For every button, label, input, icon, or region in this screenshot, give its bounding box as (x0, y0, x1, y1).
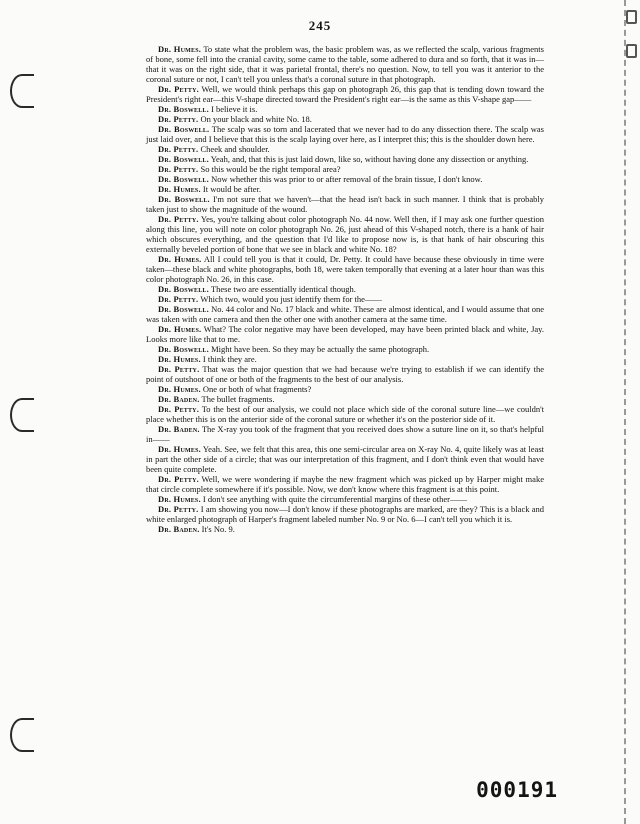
paragraph-text: Cheek and shoulder. (200, 144, 270, 154)
paragraph-text: It's No. 9. (201, 524, 235, 534)
transcript-paragraph (146, 444, 544, 474)
document-id-stamp: 000191 (476, 778, 558, 802)
speaker-name: Dr. Humes. (158, 444, 201, 454)
transcript-paragraph (146, 304, 544, 324)
paragraph-text: I believe it is. (211, 104, 258, 114)
speaker-name: Dr. Boswell. (158, 124, 210, 134)
transcript-body (146, 44, 544, 534)
paragraph-text: To the best of our analysis, we could not place which side of the coronal suture line—we couldn't place whether this is on the anterior side of the coronal suture or whether it's on the posterior side of it. (146, 404, 544, 424)
transcript-paragraph (146, 194, 544, 214)
speaker-name: Dr. Petty. (158, 144, 199, 154)
paragraph-text: Might have been. So they may be actually the same photograph. (211, 344, 430, 354)
perforated-edge (624, 0, 640, 824)
speaker-name: Dr. Boswell. (158, 154, 209, 164)
transcript-paragraph (146, 424, 544, 444)
paragraph-text: No. 44 color and No. 17 black and white. These are almost identical, and I would assume that one was taken with one camera and then the other one with another camera at the same time. (146, 304, 545, 324)
paragraph-text: Well, we were wondering if maybe the new fragment which was picked up by Harper might make that circle complete somewhere if it's possible. Now, we don't know where this fragment is at this point. (146, 474, 544, 494)
speaker-name: Dr. Baden. (158, 524, 200, 534)
paragraph-text: Yeah. See, we felt that this area, this one semi-circular area on X-ray No. 4, quite likely was at least in part the other side of a circle; that was our interpretation of this fragment, and I don't think even that would have been quite complete. (146, 444, 545, 474)
speaker-name: Dr. Petty. (158, 504, 199, 514)
transcript-paragraph (146, 394, 544, 404)
paragraph-text: Yeah, and, that this is just laid down, like so, without having done any dissection or anything. (210, 154, 529, 164)
speaker-name: Dr. Humes. (158, 254, 202, 264)
transcript-paragraph (146, 214, 544, 254)
transcript-paragraph (146, 324, 544, 344)
transcript-paragraph (146, 494, 544, 504)
transcript-paragraph (146, 114, 544, 124)
speaker-name: Dr. Petty. (158, 214, 199, 224)
paragraph-text: It would be after. (202, 184, 261, 194)
speaker-name: Dr. Baden. (158, 424, 200, 434)
speaker-name: Dr. Humes. (158, 494, 201, 504)
speaker-name: Dr. Petty. (158, 474, 199, 484)
speaker-name: Dr. Boswell. (158, 284, 209, 294)
transcript-paragraph (146, 124, 544, 144)
paragraph-text: What? The color negative may have been developed, may have been printed black and white, Jay. Looks more like that to me. (146, 324, 544, 344)
speaker-name: Dr. Petty. (158, 404, 200, 414)
transcript-paragraph (146, 174, 544, 184)
page-number: 245 (308, 18, 332, 33)
edge-mark (626, 44, 637, 58)
speaker-name: Dr. Humes. (158, 184, 201, 194)
paragraph-text: One or both of what fragments? (202, 384, 312, 394)
speaker-name: Dr. Boswell. (158, 194, 210, 204)
paragraph-text: All I could tell you is that it could, Dr. Petty. It could have because these obviously in time were taken—these black and white photographs, both 18, were taken temporally that evening at a later hour than was this color photograph No. 26, in this case. (146, 254, 545, 284)
speaker-name: Dr. Boswell. (158, 174, 209, 184)
speaker-name: Dr. Humes. (158, 384, 201, 394)
transcript-paragraph (146, 504, 544, 524)
speaker-name: Dr. Baden. (158, 394, 200, 404)
speaker-name: Dr. Petty. (158, 294, 199, 304)
speaker-name: Dr. Petty. (158, 164, 199, 174)
transcript-paragraph (146, 294, 544, 304)
paragraph-text: Which two, would you just identify them for the—— (200, 294, 382, 304)
transcript-paragraph (146, 254, 544, 284)
paragraph-text: Now whether this was prior to or after removal of the brain tissue, I don't know. (211, 174, 483, 184)
transcript-paragraph (146, 164, 544, 174)
speaker-name: Dr. Humes. (158, 44, 202, 54)
transcript-paragraph (146, 384, 544, 394)
paragraph-text: Well, we would think perhaps this gap on photograph 26, this gap that is tending down toward the President's right ear—this V-shape directed toward the President's right ear—is the same as this V-shape gap—— (146, 84, 544, 104)
transcript-paragraph (146, 84, 544, 104)
paragraph-text: That was the major question that we had because we're trying to establish if we can identify the point of outshoot of one or both of the fragments to the best of our analysis. (146, 364, 544, 384)
speaker-name: Dr. Petty. (158, 84, 199, 94)
speaker-name: Dr. Boswell. (158, 344, 209, 354)
transcript-paragraph (146, 284, 544, 294)
transcript-paragraph (146, 104, 544, 114)
transcript-paragraph (146, 524, 544, 534)
speaker-name: Dr. Humes. (158, 354, 201, 364)
speaker-name: Dr. Humes. (158, 324, 202, 334)
paragraph-text: To state what the problem was, the basic problem was, as we reflected the scalp, various fragments of bone, some fell into the cranial cavity, some came to the table, some adhered to dura and so forth, that it was in—that it was on the right side, that it was parietal frontal, there's no question. Now, to tell you was it anterior to the coronal suture or not, I can't tell you unless that's a coronal suture in that photograph. (146, 44, 544, 84)
paragraph-text: The scalp was so torn and lacerated that we never had to do any dissection there. The scalp was just laid over, and I believe that this is the scalp laying over here, as I interpret this; this is the shoulder down here. (146, 124, 544, 144)
transcript-paragraph (146, 404, 544, 424)
speaker-name: Dr. Boswell. (158, 304, 209, 314)
transcript-paragraph (146, 154, 544, 164)
paragraph-text: I think they are. (202, 354, 257, 364)
transcript-paragraph (146, 44, 544, 84)
paragraph-text: So this would be the right temporal area? (200, 164, 341, 174)
binder-hole (10, 718, 34, 752)
paragraph-text: I don't see anything with quite the circumferential margins of these other—— (202, 494, 468, 504)
speaker-name: Dr. Petty. (158, 364, 200, 374)
transcript-paragraph (146, 474, 544, 494)
transcript-paragraph (146, 184, 544, 194)
paragraph-text: These two are essentially identical though. (210, 284, 356, 294)
paragraph-text: On your black and white No. 18. (200, 114, 312, 124)
paragraph-text: I'm not sure that we haven't—that the head isn't back in such manner. I think that is probably taken just to show the magnitude of the wound. (146, 194, 544, 214)
speaker-name: Dr. Boswell. (158, 104, 209, 114)
transcript-paragraph (146, 364, 544, 384)
transcript-paragraph (146, 344, 544, 354)
paragraph-text: I am showing you now—I don't know if these photographs are marked, are they? This is a black and white enlarged photograph of Harper's fragment labeled number No. 9 or No. 6—I can't tell you which it is. (146, 504, 544, 524)
binder-hole (10, 74, 34, 108)
binder-hole (10, 398, 34, 432)
paragraph-text: The bullet fragments. (201, 394, 275, 404)
transcript-paragraph (146, 144, 544, 154)
paragraph-text: Yes, you're talking about color photograph No. 44 now. Well then, if I may ask one further question along this line, you will note on color photograph No. 26, just ahead of this V-shaped notch, there is a hank of hair which obscures everything, and the question that I'd like to propose now is, is that hank of hair obscuring this externally beveled portion of bone that we see in black and white No. 18? (146, 214, 544, 254)
paragraph-text: The X-ray you took of the fragment that you received does show a suture line on it, so that's helpful in—— (146, 424, 544, 444)
speaker-name: Dr. Petty. (158, 114, 199, 124)
transcript-paragraph (146, 354, 544, 364)
